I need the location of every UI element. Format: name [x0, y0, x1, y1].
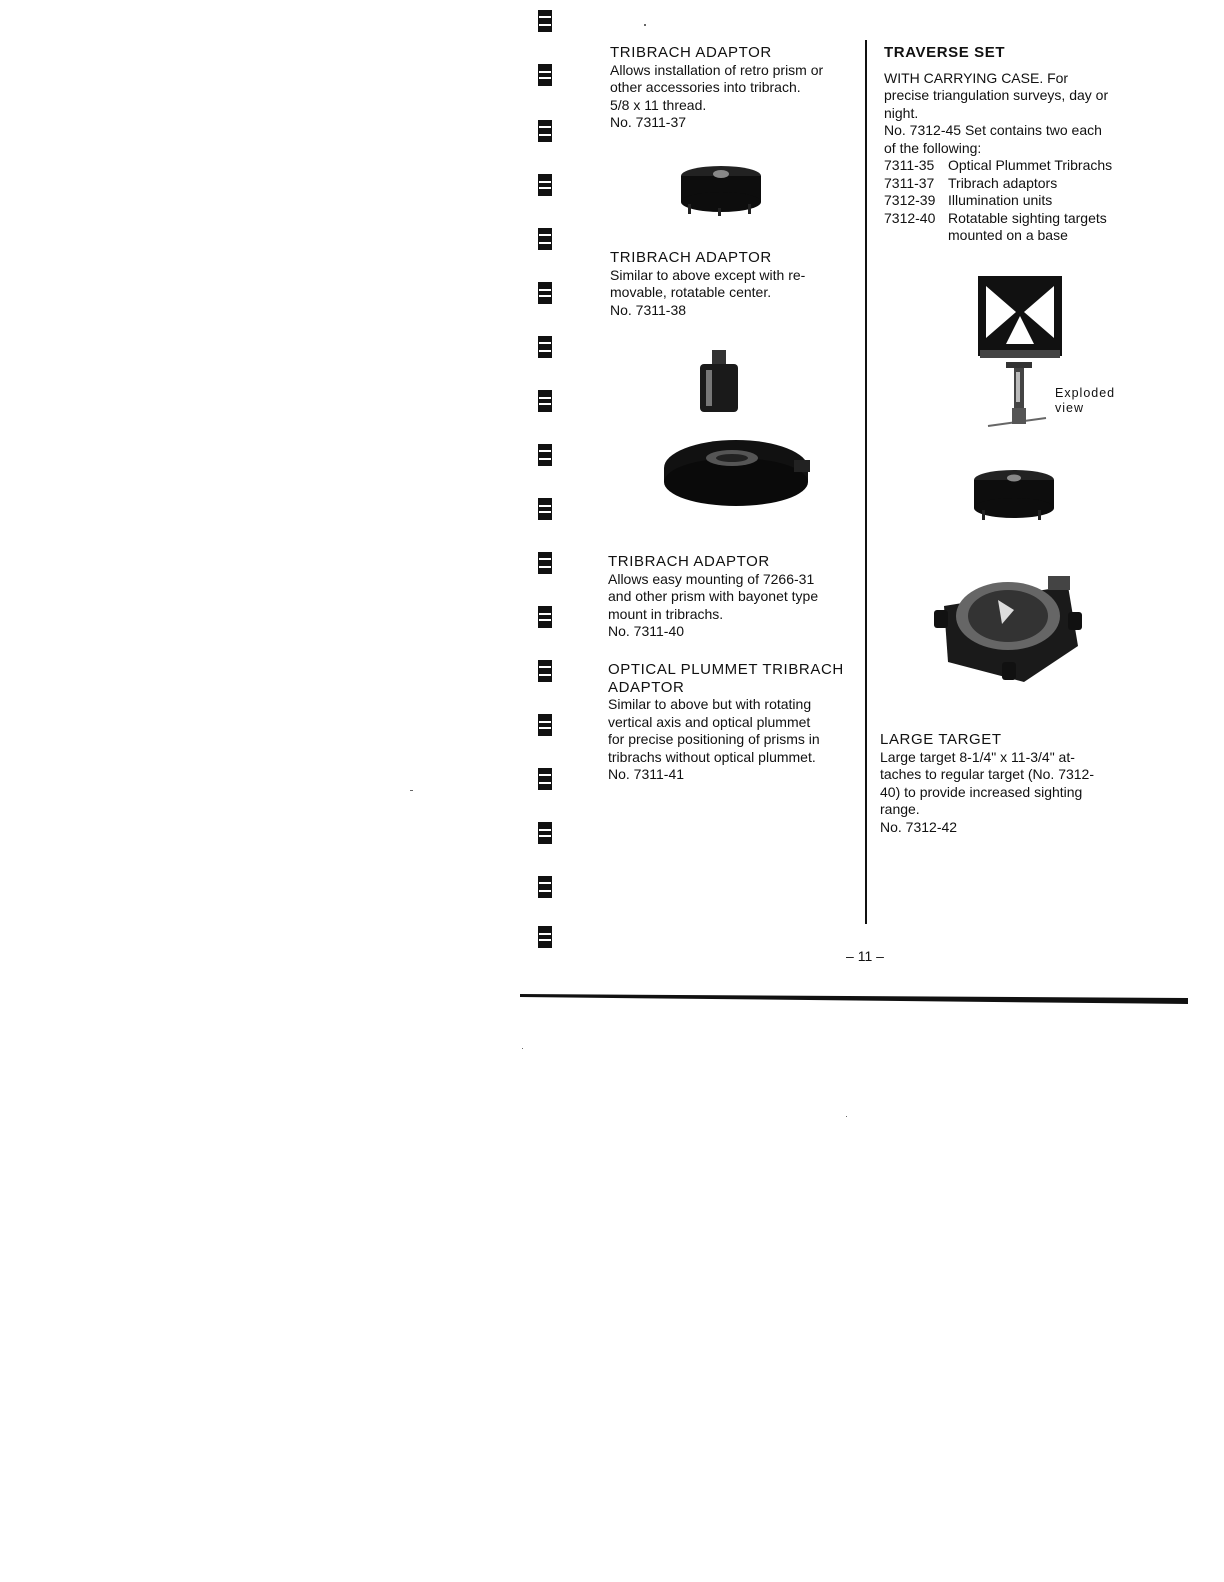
spiral-binding — [510, 0, 560, 960]
set-list-item — [884, 210, 1142, 228]
item-text-line: 40) to provide increased sighting — [880, 783, 1083, 800]
scan-speck — [846, 1116, 847, 1117]
binding-ring-icon — [510, 604, 560, 630]
item-heading: TRIBRACH ADAPTOR — [610, 44, 772, 61]
page-number: – 11 – — [846, 948, 884, 964]
binding-ring-icon — [510, 8, 560, 34]
tribrach-adaptor-photo — [970, 466, 1058, 524]
rotatable-center-adaptor-photo — [660, 348, 815, 513]
item-heading: LARGE TARGET — [880, 731, 1002, 748]
set-item-code: 7311-35 — [884, 157, 935, 173]
set-item-continuation: mounted on a base — [948, 227, 1068, 243]
binding-ring-icon — [510, 226, 560, 252]
binding-ring-icon — [510, 496, 560, 522]
column-divider — [865, 40, 867, 924]
binding-ring-icon — [510, 388, 560, 414]
sighting-target-exploded-photo — [976, 272, 1066, 434]
item-text-line: 5/8 x 11 thread. — [610, 96, 707, 113]
scan-speck — [522, 1048, 523, 1049]
set-item-code: 7312-39 — [884, 192, 936, 208]
exploded-view-caption — [1055, 386, 1115, 416]
item-text-line: precise triangulation surveys, day or — [884, 87, 1109, 103]
item-text-line: tribrachs without optical plummet. — [608, 748, 816, 765]
item-text-line: Allows installation of retro prism or — [610, 61, 824, 78]
binding-ring-icon — [510, 442, 560, 468]
set-item-text: Tribrach adaptors — [948, 174, 1058, 191]
binding-ring-icon — [510, 334, 560, 360]
binding-ring-icon — [510, 172, 560, 198]
item-text-line: night. — [884, 104, 919, 121]
item-text-line: of the following: — [884, 139, 982, 156]
item-heading: OPTICAL PLUMMET TRIBRACH — [608, 661, 844, 678]
set-list-item — [884, 175, 1142, 193]
scan-speck — [644, 24, 646, 26]
item-text-line: WITH CARRYING CASE. For — [884, 69, 1069, 86]
item-part-number: No. 7311-40 — [608, 623, 685, 639]
set-list-item — [884, 157, 1142, 175]
binding-ring-icon — [510, 62, 560, 88]
tribrach-adaptor-photo — [676, 160, 766, 218]
binding-ring-icon — [510, 118, 560, 144]
item-text-line: vertical axis and optical plummet — [608, 713, 811, 730]
binding-ring-icon — [510, 712, 560, 738]
item-part-number: No. 7311-38 — [610, 301, 687, 318]
item-traverse-set — [884, 44, 1142, 245]
binding-ring-icon — [510, 658, 560, 684]
item-tribrach-adaptor-38 — [610, 249, 865, 319]
item-heading: TRAVERSE SET — [884, 44, 1006, 61]
set-item-code: 7312-40 — [884, 209, 936, 226]
item-heading: TRIBRACH ADAPTOR — [610, 249, 772, 266]
binding-ring-icon — [510, 924, 560, 950]
set-item-code: 7311-37 — [884, 174, 935, 191]
item-text-line: taches to regular target (No. 7312- — [880, 766, 1095, 782]
scan-speck — [410, 790, 413, 791]
optical-plummet-tribrach-photo — [928, 566, 1088, 686]
item-tribrach-adaptor-37 — [610, 44, 865, 132]
item-heading: ADAPTOR — [608, 678, 685, 696]
item-text-line: Large target 8-1/4" x 11-3/4" at- — [880, 748, 1075, 765]
item-text-line: range. — [880, 801, 920, 817]
item-tribrach-adaptor-40 — [608, 553, 863, 641]
item-text-line: mount in tribrachs. — [608, 605, 724, 622]
page-bottom-rule — [520, 992, 1188, 1006]
item-optical-plummet-adaptor — [608, 661, 863, 784]
item-text-line: for precise positioning of prisms in — [608, 731, 820, 747]
binding-ring-icon — [510, 280, 560, 306]
set-item-text: Rotatable sighting targets — [948, 209, 1107, 226]
caption-line: Exploded — [1055, 386, 1116, 400]
item-text-line: Similar to above except with re- — [610, 266, 806, 283]
item-part-number: No. 7311-41 — [608, 766, 685, 782]
item-text-line: No. 7312-45 Set contains two each — [884, 122, 1102, 138]
item-part-number: No. 7312-42 — [880, 818, 958, 835]
binding-ring-icon — [510, 874, 560, 900]
item-heading: TRIBRACH ADAPTOR — [608, 553, 770, 570]
set-list-item — [884, 192, 1142, 210]
item-text-line: movable, rotatable center. — [610, 284, 772, 300]
binding-ring-icon — [510, 820, 560, 846]
set-item-text: Optical Plummet Tribrachs — [948, 157, 1113, 173]
binding-ring-icon — [510, 550, 560, 576]
item-part-number: No. 7311-37 — [610, 114, 687, 130]
item-large-target — [880, 731, 1142, 836]
item-text-line: and other prism with bayonet type — [608, 588, 819, 604]
item-text-line: Similar to above but with rotating — [608, 696, 812, 712]
item-text-line: Allows easy mounting of 7266-31 — [608, 570, 815, 587]
binding-ring-icon — [510, 766, 560, 792]
caption-line: view — [1055, 401, 1085, 415]
item-text-line: other accessories into tribrach. — [610, 79, 801, 95]
set-item-text: Illumination units — [948, 192, 1053, 208]
